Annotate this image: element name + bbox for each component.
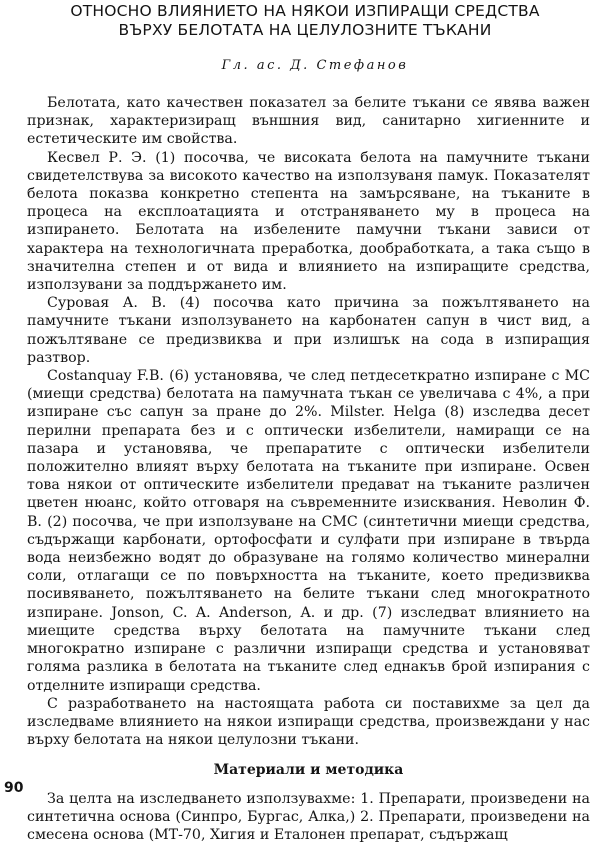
paragraph-aim: С разработването на настоящата работа си поставихме за цел да изследваме влиянието на някои изпиращи средства, произвеждани у нас върху белотата на някои целулозни тъкани.: [27, 695, 590, 749]
paragraph-materials: За целта на изследването използувахме: 1. Препарати, произведени на синтетична основа (Синпро, Бургас, Алка,) 2. Препарати, произведени на смесена основа (МТ-70, Хигия и Еталонен препарат, съдържащ: [27, 790, 590, 843]
paragraph-intro: Белотата, като качествен показател за белите тъкани се явява важен признак, характеризиращ външния вид, санитарно хигиенните и естетическите им свойства.: [27, 95, 590, 148]
page-number: 90: [4, 780, 24, 796]
title-line-1: ОТНОСНО ВЛИЯНИЕТО НА НЯКОИ ИЗПИРАЩИ СРЕДСТВА: [70, 2, 540, 20]
title-line-2: ВЪРХУ БЕЛОТАТА НА ЦЕЛУЛОЗНИТЕ ТЪКАНИ: [118, 21, 492, 39]
paragraph-keswell: Кесвел Р. Э. (1) посочва, че високата белота на памучните тъкани свидетелствува за високото качество на използуваня памук. Показателят белота показва конкретно степента на замърсяване, на тъканите в процеса на експлоатацията и отстраняването му в процеса на изпирането. Белотата на избелените памучни тъкани зависи от характера на технологичната преработка, дообработката, а така също в значителна степен и от вида и влиянието на изпиращите средства, използувани за поддържането им.: [27, 149, 590, 294]
article-body: [27, 94, 590, 844]
paragraph-surovaya: Суровая А. В. (4) посочва като причина за пожълтяването на памучните тъкани използуването на карбонатен сапун в чист вид, а пожълтяване се предизвиква и при излишък на сода в изпиращия разтвор.: [27, 295, 590, 366]
paragraph-costanquay: Costanquay F.B. (6) установява, че след петдесеткратно изпиране с МС (миещи средства) белотата на памучната тъкан се увеличава с 4%, а при изпиране със сапун за пране до 2%. Milster. Helga (8) изследва десет перилни препарата без и с оптически избелители, намиращи се на пазара и установява, че препаратите с оптически избелители положително влияят върху белотата на тъканите при изпиране. Освен това някои от оптическите избелители предават на тъканите различен цветен нюанс, който отговаря на съвременните изисквания. Неволин Ф. В. (2) посочва, че при използуване на СМС (синтетични миещи средства, съдържащи карбонати, ортофосфати и сулфати при изпиране в твърда вода неизбежно водят до образуване на голямо количество минерални соли, отлагащи се по повърхността на тъканите, което предизвиква посивяването, пожълтяването на белите тъкани след многократното изпиране. Jonson, C. A. Anderson, A. и др. (7) изследват влиянието на миещите средства върху белотата на памучните тъкани след многократно изпиране с различни изпиращи средства и установяват голяма разлика в белотата на тъканите след еднакъв брой изпирания с отделните изпиращи средства.: [27, 368, 590, 694]
author-line: Гл. ас. Д. Стефанов: [221, 58, 409, 73]
article-title: [0, 0, 600, 40]
section-heading: Материали и методика: [213, 762, 404, 779]
